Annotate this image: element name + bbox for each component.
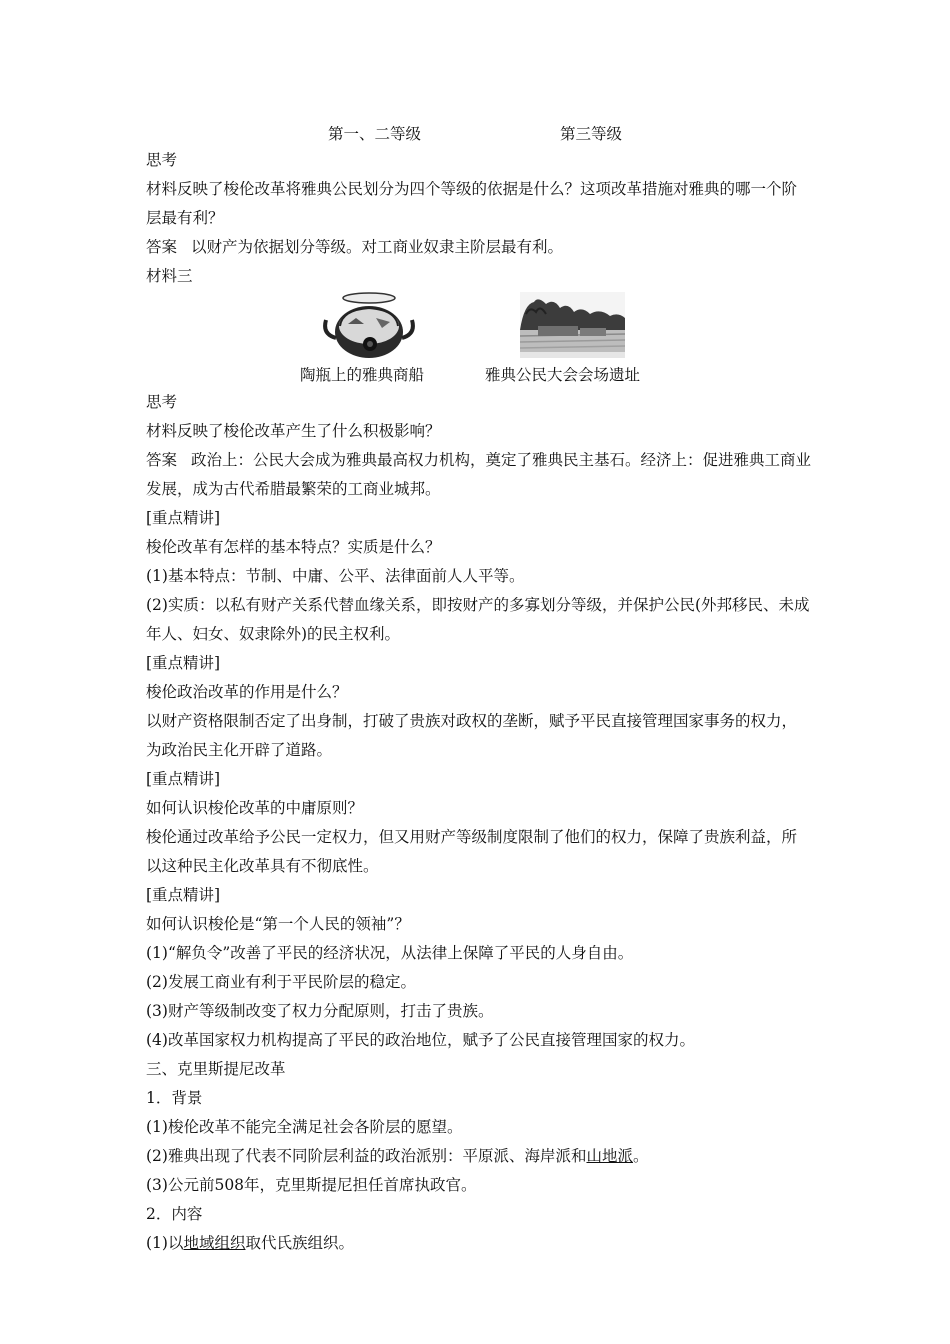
answer-label: 答案 <box>146 451 178 469</box>
subsection-heading: 2．内容 <box>146 1205 203 1223</box>
question-text: 材料反映了梭伦改革产生了什么积极影响？ <box>146 422 441 440</box>
focus-point: (1)“解负令”改善了平民的经济状况，从法律上保障了平民的人身自由。 <box>146 944 634 962</box>
figure-caption-row <box>0 122 950 146</box>
focus-point: 以财产资格限制否定了出身制，打破了贵族对政权的垄断，赋予平民直接管理国家事务的权力，为政治民主化开辟了道路。 <box>146 712 798 759</box>
main-text <box>146 388 812 1258</box>
pottery-vase-image <box>320 290 418 360</box>
assembly-ruins-photo <box>520 292 625 358</box>
underlined-term: 地域组织 <box>183 1234 246 1252</box>
focus-point: 梭伦通过改革给予公民一定权力，但又用财产等级制度限制了他们的权力，保障了贵族利益，所以这种民主化改革具有不彻底性。 <box>146 828 798 875</box>
focus-point: (2)实质：以私有财产关系代替血缘关系，即按财产的多寡划分等级，并保护公民(外邦移民、未成年人、妇女、奴隶除外)的民主权利。 <box>146 596 810 643</box>
focus-point: (2)发展工商业有利于平民阶层的稳定。 <box>146 973 416 991</box>
think-block-1 <box>146 146 812 291</box>
focus-tag: [重点精讲] <box>146 509 221 527</box>
focus-tag: [重点精讲] <box>146 886 221 904</box>
text-segment: 取代氏族组织。 <box>245 1234 354 1252</box>
think-label: 思考 <box>146 393 178 411</box>
answer-text: 以财产为依据划分等级。对工商业奴隶主阶层最有利。 <box>191 238 564 256</box>
answer-line <box>146 446 812 504</box>
focus-question: 梭伦政治改革的作用是什么？ <box>146 683 348 701</box>
background-point <box>146 1142 812 1171</box>
figure-captions <box>0 363 950 389</box>
think-label: 思考 <box>146 151 178 169</box>
focus-question: 梭伦改革有怎样的基本特点？实质是什么？ <box>146 538 441 556</box>
caption-pottery-ship: 陶瓶上的雅典商船 <box>300 366 425 384</box>
underlined-term: 山地派 <box>586 1147 633 1165</box>
question-text: 材料反映了梭伦改革将雅典公民划分为四个等级的依据是什么？这项改革措施对雅典的哪一个阶层最有利？ <box>146 180 798 227</box>
focus-tag: [重点精讲] <box>146 770 221 788</box>
section-heading: 三、克里斯提尼改革 <box>146 1060 286 1078</box>
focus-tag: [重点精讲] <box>146 654 221 672</box>
focus-question: 如何认识梭伦是“第一个人民的领袖”？ <box>146 915 410 933</box>
focus-point: (4)改革国家权力机构提高了平民的政治地位，赋予了公民直接管理国家的权力。 <box>146 1031 695 1049</box>
focus-point: (3)财产等级制改变了权力分配原则，打击了贵族。 <box>146 1002 494 1020</box>
figure-images-row <box>0 290 950 360</box>
background-point: (3)公元前508年，克里斯提尼担任首席执政官。 <box>146 1176 477 1194</box>
material-three-label: 材料三 <box>146 267 193 285</box>
caption-assembly-ruins: 雅典公民大会会场遗址 <box>485 366 641 384</box>
text-segment: (2)雅典出现了代表不同阶层利益的政治派别：平原派、海岸派和 <box>146 1147 587 1165</box>
answer-text: 政治上：公民大会成为雅典最高权力机构，奠定了雅典民主基石。经济上：促进雅典工商业发展，成为古代希腊最繁荣的工商业城邦。 <box>146 451 812 498</box>
content-point <box>146 1229 812 1258</box>
subsection-heading: 1．背景 <box>146 1089 203 1107</box>
answer-line <box>146 233 812 262</box>
focus-question: 如何认识梭伦改革的中庸原则？ <box>146 799 364 817</box>
text-segment: (1)以 <box>146 1234 184 1252</box>
background-point: (1)梭伦改革不能完全满足社会各阶层的愿望。 <box>146 1118 463 1136</box>
text-segment: 。 <box>632 1147 649 1165</box>
focus-point: (1)基本特点：节制、中庸、公平、法律面前人人平等。 <box>146 567 525 585</box>
caption-third-class: 第三等级 <box>560 125 623 143</box>
caption-first-second-class: 第一、二等级 <box>328 125 422 143</box>
answer-label: 答案 <box>146 238 178 256</box>
